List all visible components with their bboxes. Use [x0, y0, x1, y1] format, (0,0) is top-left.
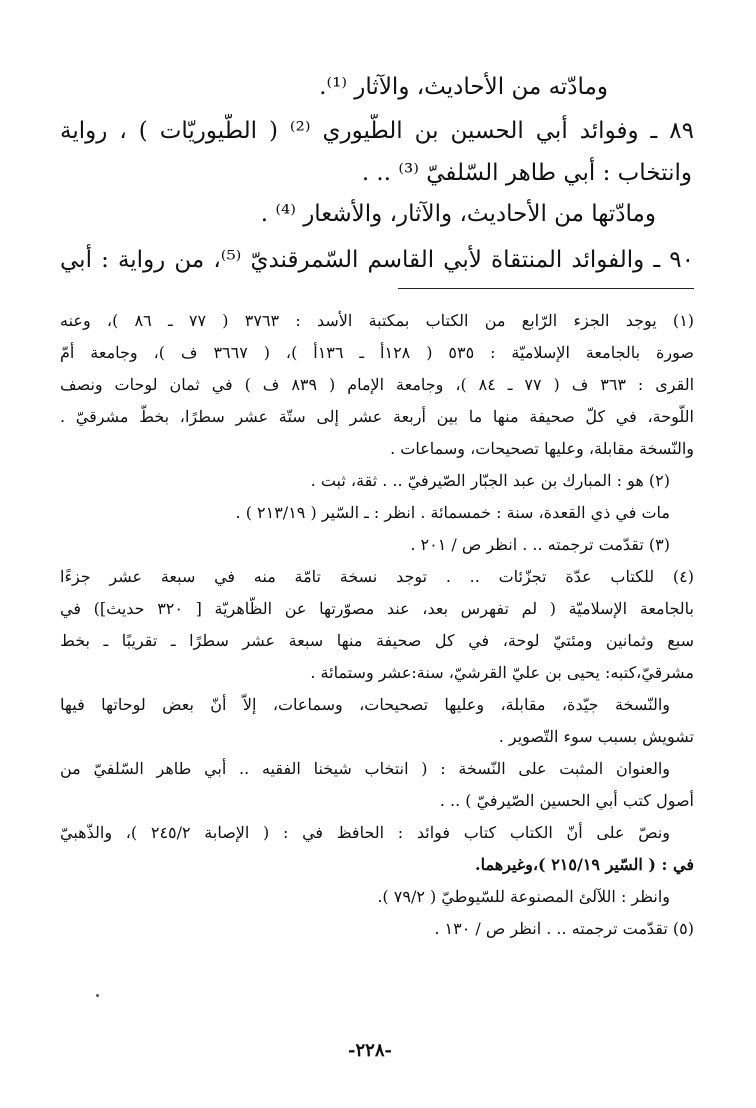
footnote-line-3: القرى : ٣٦٣ ف ( ٧٧ ـ ٨٤ )، وجامعة الإمام ( ٨٣٩ ف ) في ثمان لوحات ونصف	[60, 375, 694, 394]
footnote-line-15: والعنوان المثبت على النّسخة : ( انتخاب شيخنا الفقيه .. أبي طاهر السّلفيّ من	[60, 759, 670, 778]
main-line-3: وانتخاب : أبي طاهر السّلفيّ ⁽³⁾ .. .	[361, 160, 692, 186]
main-line-2: ٨٩ ـ وفوائد أبي الحسين بن الطّيوري ⁽²⁾ ( الطّيوريّات ) ، رواية	[60, 118, 694, 144]
footnote-separator	[398, 288, 694, 289]
footnote-line-2: صورة بالجامعة الإسلاميّة : ٥٣٥ ( ١٢٨أ ـ ١٣٦أ )، ( ٣٦٦٧ ف )، وجامعة أمّ	[60, 343, 694, 362]
main-line-4: ومادّتها من الأحاديث، والآثار، والأشعار ⁽⁴⁾ .	[260, 201, 656, 227]
footnote-line-14: تشويش بسبب سوء التّصوير .	[498, 727, 694, 746]
scan-speck	[96, 994, 99, 997]
footnote-line-17: ونصّ على أنّ الكتاب كتاب فوائد : الحافظ في : ( الإصابة ٢٤٥/٢ )، والذّهبيّ	[60, 823, 670, 842]
footnote-line-4: اللّوحة، في كلّ صحيفة منها ما بين أربعة عشر إلى ستّة عشر سطرًا، بخطّ مشرقيّ .	[60, 407, 694, 426]
footnote-line-5: والنّسخة مقابلة، وعليها تصحيحات، وسماعات .	[390, 439, 694, 458]
main-line-5: ٩٠ ـ والفوائد المنتقاة لأبي القاسم السّمرقنديّ ⁽⁵⁾، من رواية : أبي	[60, 247, 694, 273]
footnote-line-1: (١) يوجد الجزء الرّابع من الكتاب بمكتبة الأسد : ٣٧٦٣ ( ٧٧ ـ ٨٦ )، وعنه	[60, 311, 694, 330]
footnote-line-18: في : ( السّير ٢١٥/١٩ )،وغيرهما.	[475, 855, 694, 874]
footnote-line-8: (٣) تقدّمت ترجمته .. . انظر ص / ٢٠١ .	[410, 535, 670, 554]
footnote-line-16: أصول كتب أبي الحسين الصّيرفيّ ) .. .	[439, 791, 694, 810]
main-line-1: ومادّته من الأحاديث، والآثار ⁽¹⁾.	[319, 74, 608, 100]
page-number: -٢٢٨-	[348, 1040, 392, 1061]
footnote-line-19: وانظر : اللآلئ المصنوعة للسّيوطيّ ( ٧٩/٢ ).	[377, 887, 670, 906]
footnote-line-11: سبع وثمانين ومئتيّ لوحة، في كل صحيفة منها سبعة عشر سطرًا ـ تقريبًا ـ بخط	[60, 631, 694, 650]
footnote-line-6: (٢) هو : المبارك بن عبد الجبّار الصّيرفيّ .. . ثقة، ثبت .	[310, 471, 670, 490]
footnote-line-7: مات في ذي القعدة، سنة : خمسمائة . انظر : ـ السّير ( ٢١٣/١٩ ) .	[235, 503, 670, 522]
footnote-line-10: بالجامعة الإسلاميّة ( لم تفهرس بعد، عند مصوّرتها عن الظّاهريّة [ ٣٢٠ حديث]) في	[60, 599, 694, 618]
footnote-line-12: مشرقيّ،كتبه: يحيى بن عليّ القرشيّ، سنة:عشر وستمائة .	[310, 663, 694, 682]
footnote-line-9: (٤) للكتاب عدّة تجزّئات .. . توجد نسخة تامّة منه في سبعة عشر جزءًا	[60, 567, 694, 586]
footnote-line-20: (٥) تقدّمت ترجمته .. . انظر ص / ١٣٠ .	[434, 919, 694, 938]
footnote-line-13: والنّسخة جيّدة، مقابلة، وعليها تصحيحات، وسماعات، إلاّ أنّ بعض لوحاتها فيها	[60, 695, 670, 714]
